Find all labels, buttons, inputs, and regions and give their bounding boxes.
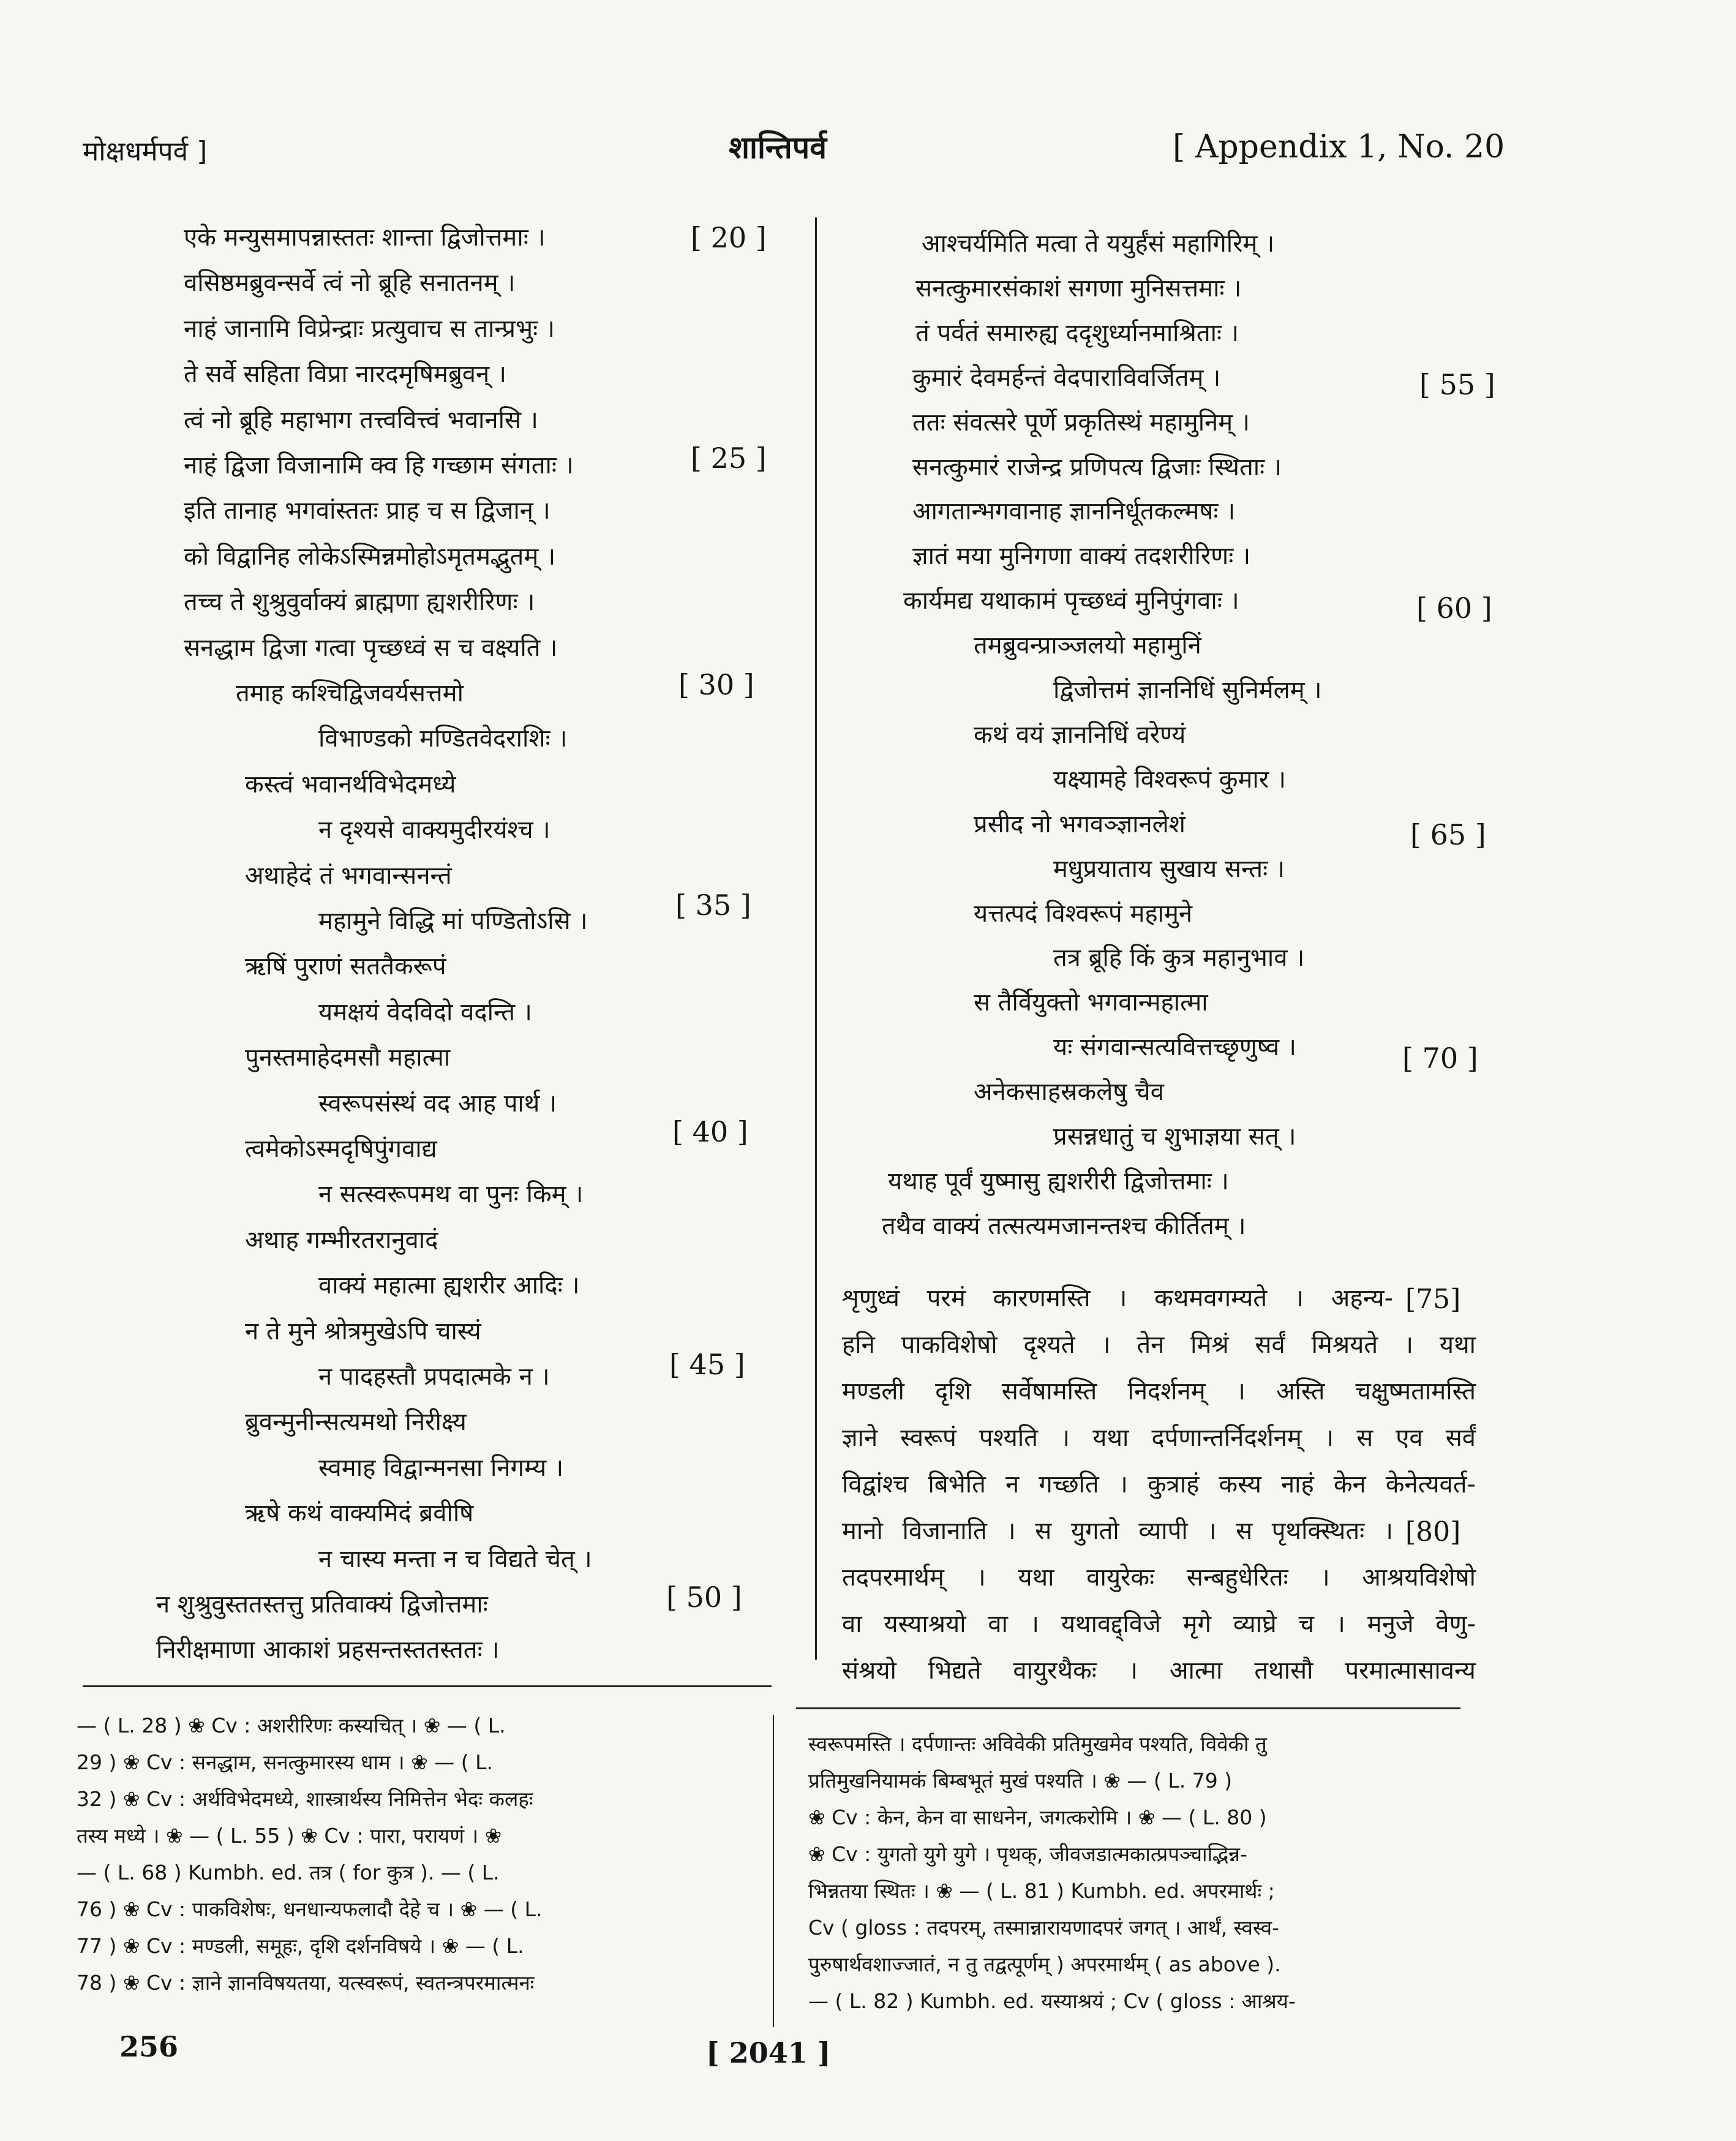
prose-line: संश्रयो भिद्यते वायुरथैकः । आत्मा तथासौ परमात्मासावन्य: [842, 1657, 1476, 1685]
footnote-line: — ( L. 28 ) ❀ Cv : अशरीरिणः कस्यचित् । ❀ — ( L.: [77, 1714, 506, 1737]
verse-number: [ 20 ]: [691, 221, 767, 254]
verse-number: [ 70 ]: [1402, 1042, 1478, 1075]
column-divider: [815, 217, 817, 1660]
header-appendix-ref: [ Appendix 1, No. 20: [1173, 129, 1505, 165]
footnote-line: भिन्नतया स्थितः । ❀ — ( L. 81 ) Kumbh. ed. अपरमार्थः ;: [808, 1879, 1275, 1903]
verse-line: सनत्कुमारं राजेन्द्र प्रणिपत्य द्विजाः स्थिताः ।: [912, 453, 1282, 481]
verse-number: [ 65 ]: [1410, 818, 1486, 851]
verse-line: न ते मुने श्रोत्रमुखेऽपि चास्यं: [245, 1317, 481, 1345]
verse-line: वाक्यं महात्मा ह्यशरीर आदिः ।: [318, 1271, 580, 1300]
verse-line: यत्तत्पदं विश्वरूपं महामुने: [974, 899, 1193, 928]
footnote-divider: [773, 1715, 774, 2027]
footnote-rule-left: [83, 1685, 772, 1687]
verse-number: [ 50 ]: [666, 1581, 742, 1614]
verse-line: तमब्रुवन्प्राञ्जलयो महामुनिं: [974, 631, 1201, 660]
verse-number: [ 25 ]: [691, 442, 767, 475]
verse-number: [ 55 ]: [1419, 368, 1495, 401]
verse-line: अनेकसाहस्रकलेषु चैव: [974, 1078, 1164, 1107]
verse-line: न दृश्यसे वाक्यमुदीरयंश्च ।: [318, 816, 550, 845]
verse-line: ते सर्वे सहिता विप्रा नारदमृषिमब्रुवन् ।: [184, 360, 507, 389]
verse-line: तच्च ते शुश्रुवुर्वाक्यं ब्राह्मणा ह्यशरीरिणः ।: [184, 588, 535, 617]
verse-line: विभाण्डको मण्डितवेदराशिः ।: [318, 724, 568, 753]
footnote-line: 78 ) ❀ Cv : ज्ञाने ज्ञानविषयतया, यत्स्वरूपं, स्वतन्त्रपरमात्मनः: [77, 1971, 535, 1995]
verse-line: ऋषे कथं वाक्यमिदं ब्रवीषि: [245, 1499, 474, 1528]
verse-line: त्वमेकोऽस्मदृषिपुंगवाद्य: [245, 1135, 437, 1163]
verse-line: अथाहेदं तं भगवान्सनन्तं: [245, 861, 452, 890]
verse-line: नाहं द्विजा विजानामि क्व हि गच्छाम संगताः ।: [184, 451, 574, 480]
verse-line: नाहं जानामि विप्रेन्द्राः प्रत्युवाच स तान्प्रभुः ।: [184, 314, 555, 343]
verse-line: अथाह गम्भीरतरानुवादं: [245, 1225, 438, 1254]
footnote-line: — ( L. 82 ) Kumbh. ed. यस्याश्रयं ; Cv ( gloss : आश्रय-: [808, 1989, 1296, 2013]
verse-number: [ 35 ]: [675, 889, 751, 922]
verse-line: एके मन्युसमापन्नास्ततः शान्ता द्विजोत्तमाः ।: [184, 224, 546, 252]
verse-line: तमाह कश्चिद्विजवर्यसत्तमो: [236, 679, 464, 707]
verse-line: त्वं नो ब्रूहि महाभाग तत्त्ववित्त्वं भवानसि ।: [184, 405, 538, 434]
verse-line: तत्र ब्रूहि किं कुत्र महानुभाव ।: [1053, 944, 1305, 973]
verse-line: ततः संवत्सरे पूर्णे प्रकृतिस्थं महामुनिम् ।: [912, 408, 1250, 437]
verse-line: वसिष्ठमब्रुवन्सर्वे त्वं नो ब्रूहि सनातनम् ।: [184, 269, 516, 298]
footnote-line: 77 ) ❀ Cv : मण्डली, समूहः, दृशि दर्शनविषये । ❀ — ( L.: [77, 1934, 524, 1958]
verse-line: मधुप्रयाताय सुखाय सन्तः ।: [1053, 854, 1285, 883]
prose-line: वा यस्याश्रयो वा । यथावद्द्विजे मृगे व्याघ्रे च । मनुजे वेणु-: [842, 1610, 1476, 1638]
prose-line: तदपरमार्थम् । यथा वायुरेकः सन्बहुधेरितः । आश्रयविशेषो: [842, 1563, 1476, 1592]
verse-line: को विद्वानिह लोकेऽस्मिन्नमोहोऽमृतमद्भुतम् ।: [184, 542, 556, 571]
footnote-line: — ( L. 68 ) Kumbh. ed. तत्र ( for कुत्र ). — ( L.: [77, 1861, 500, 1884]
verse-line: तथैव वाक्यं तत्सत्यमजानन्तश्च कीर्तितम् ।: [882, 1211, 1246, 1240]
footnote-line: पुरुषार्थवशाज्जातं, न तु तद्वत्पूर्णम् ) अपरमार्थम् ( as above ).: [808, 1952, 1281, 1976]
verse-line: कुमारं देवमर्हन्तं वेदपाराविवर्जितम् ।: [912, 363, 1221, 392]
verse-line: सनत्कुमारसंकाशं सगणा मुनिसत्तमाः ।: [915, 274, 1242, 303]
prose-line: विद्वांश्च बिभेति न गच्छति । कुत्राहं कस्य नाहं केन केनेत्यवर्त-: [842, 1470, 1476, 1499]
verse-line: पुनस्तमाहेदमसौ महात्मा: [245, 1044, 451, 1072]
verse-line: आगतान्भगवानाह ज्ञाननिर्धूतकल्मषः ।: [912, 497, 1236, 526]
verse-line: ब्रुवन्मुनीन्सत्यमथो निरीक्ष्य: [245, 1408, 467, 1437]
verse-line: यथाह पूर्वं युष्मासु ह्यशरीरी द्विजोत्तमाः ।: [888, 1167, 1229, 1195]
verse-line: प्रसन्नधातुं च शुभाज्ञया सत् ।: [1053, 1123, 1296, 1151]
verse-line: कथं वयं ज्ञाननिधिं वरेण्यं: [974, 720, 1186, 749]
verse-line: महामुने विद्धि मां पण्डितोऽसि ।: [318, 907, 588, 935]
footnote-rule-right: [796, 1707, 1460, 1709]
verse-line: न पादहस्तौ प्रपदात्मके न ।: [318, 1363, 550, 1391]
verse-line: कार्यमद्य यथाकामं पृच्छध्वं मुनिपुंगवाः ।: [903, 587, 1239, 615]
page-number: 256: [119, 2030, 179, 2063]
line-number: [75]: [1405, 1284, 1461, 1315]
verse-line: यमक्षयं वेदविदो वदन्ति ।: [318, 998, 532, 1026]
footnote-line: स्वरूपमस्ति । दर्पणान्तः अविवेकी प्रतिमुखमेव पश्यति, विवेकी तु: [808, 1732, 1267, 1756]
line-number: [80]: [1405, 1516, 1461, 1548]
prose-line: हनि पाकविशेषो दृश्यते । तेन मिश्रं सर्वं मिश्रयते । यथा: [842, 1331, 1476, 1359]
footnote-line: 76 ) ❀ Cv : पाकविशेषः, धनधान्यफलादौ देहे च । ❀ — ( L.: [77, 1897, 543, 1921]
verse-line: स्वमाह विद्वान्मनसा निगम्य ।: [318, 1453, 564, 1482]
footnote-line: Cv ( gloss : तदपरम्, तस्मान्नारायणादपरं जगत् । आर्थं, स्वस्व-: [808, 1916, 1280, 1940]
verse-number: [ 30 ]: [678, 668, 754, 701]
header-section-title: मोक्षधर्मपर्व ]: [83, 136, 208, 167]
verse-line: ज्ञातं मया मुनिगणा वाक्यं तदशरीरिणः ।: [912, 542, 1251, 571]
verse-line: सनद्धाम द्विजा गत्वा पृच्छध्वं स च वक्ष्यति ।: [184, 633, 558, 662]
verse-line: स तैर्वियुक्तो भगवान्महात्मा: [974, 988, 1208, 1017]
verse-line: न शुश्रुवुस्ततस्तत्तु प्रतिवाक्यं द्विजोत्तमाः: [156, 1590, 488, 1619]
prose-line: ज्ञाने स्वरूपं पश्यति । यथा दर्पणान्तर्निदर्शनम् । स एव सर्वं: [842, 1424, 1476, 1452]
footnote-line: तस्य मध्ये । ❀ — ( L. 55 ) ❀ Cv : पारा, परायणं । ❀: [77, 1824, 502, 1848]
verse-line: यः संगवान्सत्यवित्तच्छृणुष्व ।: [1053, 1033, 1296, 1062]
verse-line: निरीक्षमाणा आकाशं प्रहसन्तस्ततस्ततः ।: [156, 1636, 500, 1665]
verse-line: इति तानाह भगवांस्ततः प्राह च स द्विजान् ।: [184, 497, 550, 525]
verse-line: प्रसीद नो भगवञ्ज्ञानलेशं: [974, 810, 1186, 838]
verse-line: द्विजोत्तमं ज्ञाननिधिं सुनिर्मलम् ।: [1053, 676, 1322, 704]
footnote-line: 29 ) ❀ Cv : सनद्धाम, सनत्कुमारस्य धाम । ❀ — ( L.: [77, 1750, 493, 1774]
verse-line: स्वरूपसंस्थं वद आह पार्थ ।: [318, 1089, 557, 1118]
verse-line: न चास्य मन्ता न च विद्यते चेत् ।: [318, 1545, 592, 1573]
verse-line: आश्चर्यमिति मत्वा ते ययुर्हंसं महागिरिम् ।: [922, 230, 1275, 258]
verse-line: ऋषिं पुराणं सततैकरूपं: [245, 952, 446, 981]
prose-line: शृणुध्वं परमं कारणमस्ति । कथमवगम्यते । अहन्य-: [842, 1284, 1393, 1312]
prose-line: मानो विजानाति । स युगतो व्यापी । स पृथक्स्थितः ।: [842, 1517, 1393, 1545]
verse-line: यक्ष्यामहे विश्वरूपं कुमार ।: [1053, 765, 1287, 794]
footnote-line: 32 ) ❀ Cv : अर्थविभेदमध्ये, शास्त्रार्थस्य निमित्तेन भेदः कलहः: [77, 1787, 533, 1811]
header-book-title: शान्तिपर्व: [729, 130, 827, 165]
verse-line: कस्त्वं भवानर्थविभेदमध्ये: [245, 770, 456, 799]
verse-number: [ 40 ]: [672, 1115, 748, 1148]
prose-line: मण्डली दृशि सर्वेषामस्ति निदर्शनम् । अस्ति चक्षुष्मतामस्ति: [842, 1377, 1476, 1405]
verse-line: तं पर्वतं समारुह्य ददृशुर्ध्यानमाश्रिताः ।: [915, 318, 1239, 347]
footnote-line: ❀ Cv : केन, केन वा साधनेन, जगत्करोमि । ❀ — ( L. 80 ): [808, 1805, 1267, 1829]
folio-number: [ 2041 ]: [706, 2036, 831, 2069]
verse-line: न सत्स्वरूपमथ वा पुनः किम् ।: [318, 1180, 584, 1209]
footnote-line: प्रतिमुखनियामकं बिम्बभूतं मुखं पश्यति । ❀ — ( L. 79 ): [808, 1769, 1233, 1793]
footnote-line: ❀ Cv : युगतो युगे युगे । पृथक्, जीवजडात्मकात्प्रपञ्चाद्भिन्न-: [808, 1842, 1247, 1866]
verse-number: [ 45 ]: [669, 1348, 745, 1381]
verse-number: [ 60 ]: [1416, 592, 1492, 625]
